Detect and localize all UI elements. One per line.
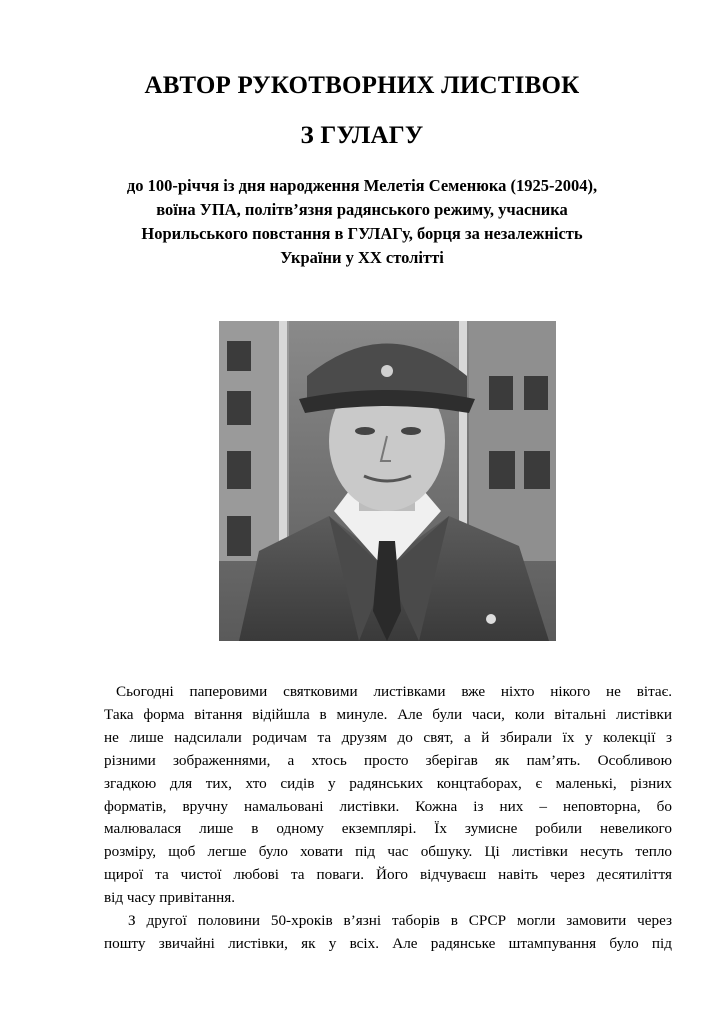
title-line-2: З ГУЛАГУ	[300, 122, 424, 149]
paragraph-line: від часу привітання.	[104, 889, 236, 907]
paragraph-line: щирої та чистої любові та поваги. Його відчуваєш навіть через десятиліття	[104, 866, 672, 884]
paragraph-line: З другої половини 50-хроків в’язні таборів в СРСР могли замовити через	[128, 912, 672, 930]
subtitle	[90, 174, 634, 270]
paragraph-line: Така форма вітання відійшла в минуле. Але були часи, коли вітальні листівки	[104, 705, 672, 723]
paragraph-line: Сьогодні паперовими святковими листівками вже ніхто нікого не вітає.	[116, 683, 672, 700]
title-line-1: АВТОР РУКОТВОРНИХ ЛИСТІВОК	[144, 72, 580, 99]
portrait-illustration	[219, 321, 556, 641]
subtitle-line: до 100-річчя із дня народження Мелетія Семенюка (1925-2004),	[126, 176, 598, 195]
paragraph-line: різними зображеннями, а хтось просто зберігав як пам’ять. Особливою	[104, 751, 672, 769]
paragraph-line: малювалася лише в одному екземплярі. Їх зумисне робили невеликого	[104, 820, 672, 838]
article-body	[104, 681, 672, 956]
subtitle-line: Норильського повстання в ГУЛАГу, борця за незалежність	[141, 224, 583, 243]
paragraph-line: не лише надсилали родичам та друзям до свят, а й збирали їх у колекції з	[104, 728, 672, 746]
paragraph-line: пошту звичайні листівки, як у всіх. Але радянське штампування було під	[104, 934, 672, 952]
paragraph-line: розміру, щоб легше було ховати під час обшуку. Ці листівки несуть тепло	[104, 843, 672, 861]
subtitle-line: України у ХХ столітті	[280, 248, 444, 267]
subtitle-line: воїна УПА, політв’язня радянського режиму, учасника	[156, 200, 568, 219]
paragraph-line: згадкою для тих, хто сидів у радянських концтаборах, є маленькі, різних	[104, 774, 672, 792]
portrait-photo	[219, 321, 556, 641]
paragraph-line: форматів, вручну намальовані листівки. Кожна із них – неповторна, бо	[104, 797, 672, 815]
